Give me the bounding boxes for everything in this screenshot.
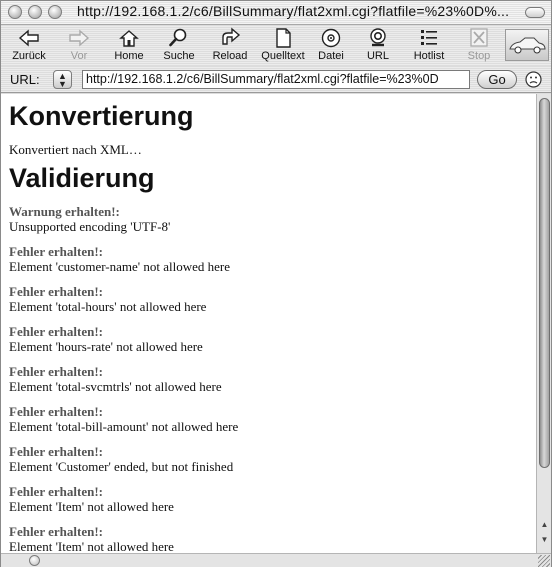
home-button-label: Home — [114, 50, 144, 62]
scroll-down-arrow-icon[interactable]: ▼ — [540, 535, 549, 544]
go-button[interactable]: Go — [477, 70, 517, 89]
message-label: Fehler erhalten!: — [9, 244, 103, 259]
url-button[interactable] — [361, 27, 395, 65]
url-bar — [1, 67, 551, 93]
scrollbar-thumb[interactable] — [539, 98, 550, 468]
forward-arrow-icon — [67, 27, 91, 49]
message-label: Fehler erhalten!: — [9, 364, 103, 379]
forward-button[interactable] — [59, 27, 99, 65]
home-button[interactable] — [109, 27, 149, 65]
stepper-down-icon: ▼ — [58, 79, 67, 89]
disk-icon — [319, 27, 343, 49]
file-button[interactable] — [314, 27, 348, 65]
close-window-button[interactable] — [8, 5, 22, 19]
toolbar-toggle-button[interactable] — [525, 7, 545, 18]
message-label: Fehler erhalten!: — [9, 484, 103, 499]
message-text: Element 'Customer' ended, but not finished — [9, 459, 234, 474]
message-text: Element 'hours-rate' not allowed here — [9, 339, 203, 354]
back-button-label: Zurück — [12, 50, 46, 62]
source-page-icon — [271, 27, 295, 49]
reload-button-label: Reload — [212, 50, 248, 62]
view-source-button[interactable] — [257, 27, 309, 65]
search-button-label: Suche — [163, 50, 195, 62]
progress-indicator-icon — [29, 555, 40, 566]
url-history-stepper[interactable] — [53, 70, 72, 89]
validation-message — [9, 284, 528, 314]
back-arrow-icon — [17, 27, 41, 49]
message-label: Fehler erhalten!: — [9, 324, 103, 339]
heading-konvertierung: Konvertierung — [9, 101, 194, 131]
message-text: Element 'total-hours' not allowed here — [9, 299, 207, 314]
validation-message — [9, 484, 528, 514]
url-globe-icon — [366, 27, 390, 49]
validation-message — [9, 324, 528, 354]
message-text: Element 'customer-name' not allowed here — [9, 259, 231, 274]
message-text: Element 'Item' not allowed here — [9, 499, 174, 514]
search-button[interactable] — [158, 27, 200, 65]
stop-button[interactable] — [461, 27, 497, 65]
message-label: Fehler erhalten!: — [9, 284, 103, 299]
stop-button-label: Stop — [467, 50, 491, 62]
hotlist-icon — [417, 27, 441, 49]
validation-message — [9, 364, 528, 394]
validation-message — [9, 244, 528, 274]
vertical-scrollbar[interactable] — [536, 94, 551, 553]
conversion-status-text: Konvertiert nach XML… — [9, 142, 142, 157]
message-text: Element 'total-bill-amount' not allowed here — [9, 419, 239, 434]
message-label: Fehler erhalten!: — [9, 404, 103, 419]
url-label: URL: — [10, 72, 40, 87]
car-icon — [506, 30, 548, 60]
reload-button[interactable] — [208, 27, 252, 65]
scroll-up-arrow-icon[interactable]: ▲ — [540, 520, 549, 529]
reload-icon — [218, 27, 242, 49]
window-title: http://192.168.1.2/c6/BillSummary/flat2xml.cgi?flatfile=%23%0D%... — [77, 3, 510, 19]
stepper-up-icon: ▲ — [58, 71, 67, 81]
search-icon — [167, 27, 191, 49]
validation-message — [9, 444, 528, 474]
stop-icon — [467, 27, 491, 49]
message-text: Element 'Item' not allowed here — [9, 539, 174, 553]
file-button-label: Datei — [318, 50, 344, 62]
back-button[interactable] — [7, 27, 51, 65]
page-content[interactable] — [1, 94, 536, 553]
view-source-button-label: Quelltext — [261, 50, 305, 62]
security-status-face-icon — [525, 71, 542, 88]
validation-message — [9, 404, 528, 434]
zoom-window-button[interactable] — [48, 5, 62, 19]
url-input[interactable]: http://192.168.1.2/c6/BillSummary/flat2xml.cgi?flatfile=%23%0D — [82, 70, 470, 89]
hotlist-button-label: Hotlist — [413, 50, 445, 62]
resize-grip-icon[interactable] — [538, 555, 550, 567]
heading-validierung: Validierung — [9, 163, 155, 193]
message-label: Fehler erhalten!: — [9, 444, 103, 459]
forward-button-label: Vor — [70, 50, 88, 62]
throbber-car-icon[interactable] — [505, 29, 549, 61]
message-text: Element 'total-svcmtrls' not allowed here — [9, 379, 222, 394]
home-icon — [117, 27, 141, 49]
navigation-toolbar — [1, 26, 551, 66]
validation-message — [9, 204, 528, 234]
hotlist-button[interactable] — [408, 27, 450, 65]
message-label: Fehler erhalten!: — [9, 524, 103, 539]
title-bar[interactable] — [1, 1, 551, 25]
status-bar — [1, 553, 551, 567]
message-label: Warnung erhalten!: — [9, 204, 120, 219]
validation-message — [9, 524, 528, 553]
message-text: Unsupported encoding 'UTF-8' — [9, 219, 171, 234]
minimize-window-button[interactable] — [28, 5, 42, 19]
url-button-label: URL — [366, 50, 389, 62]
